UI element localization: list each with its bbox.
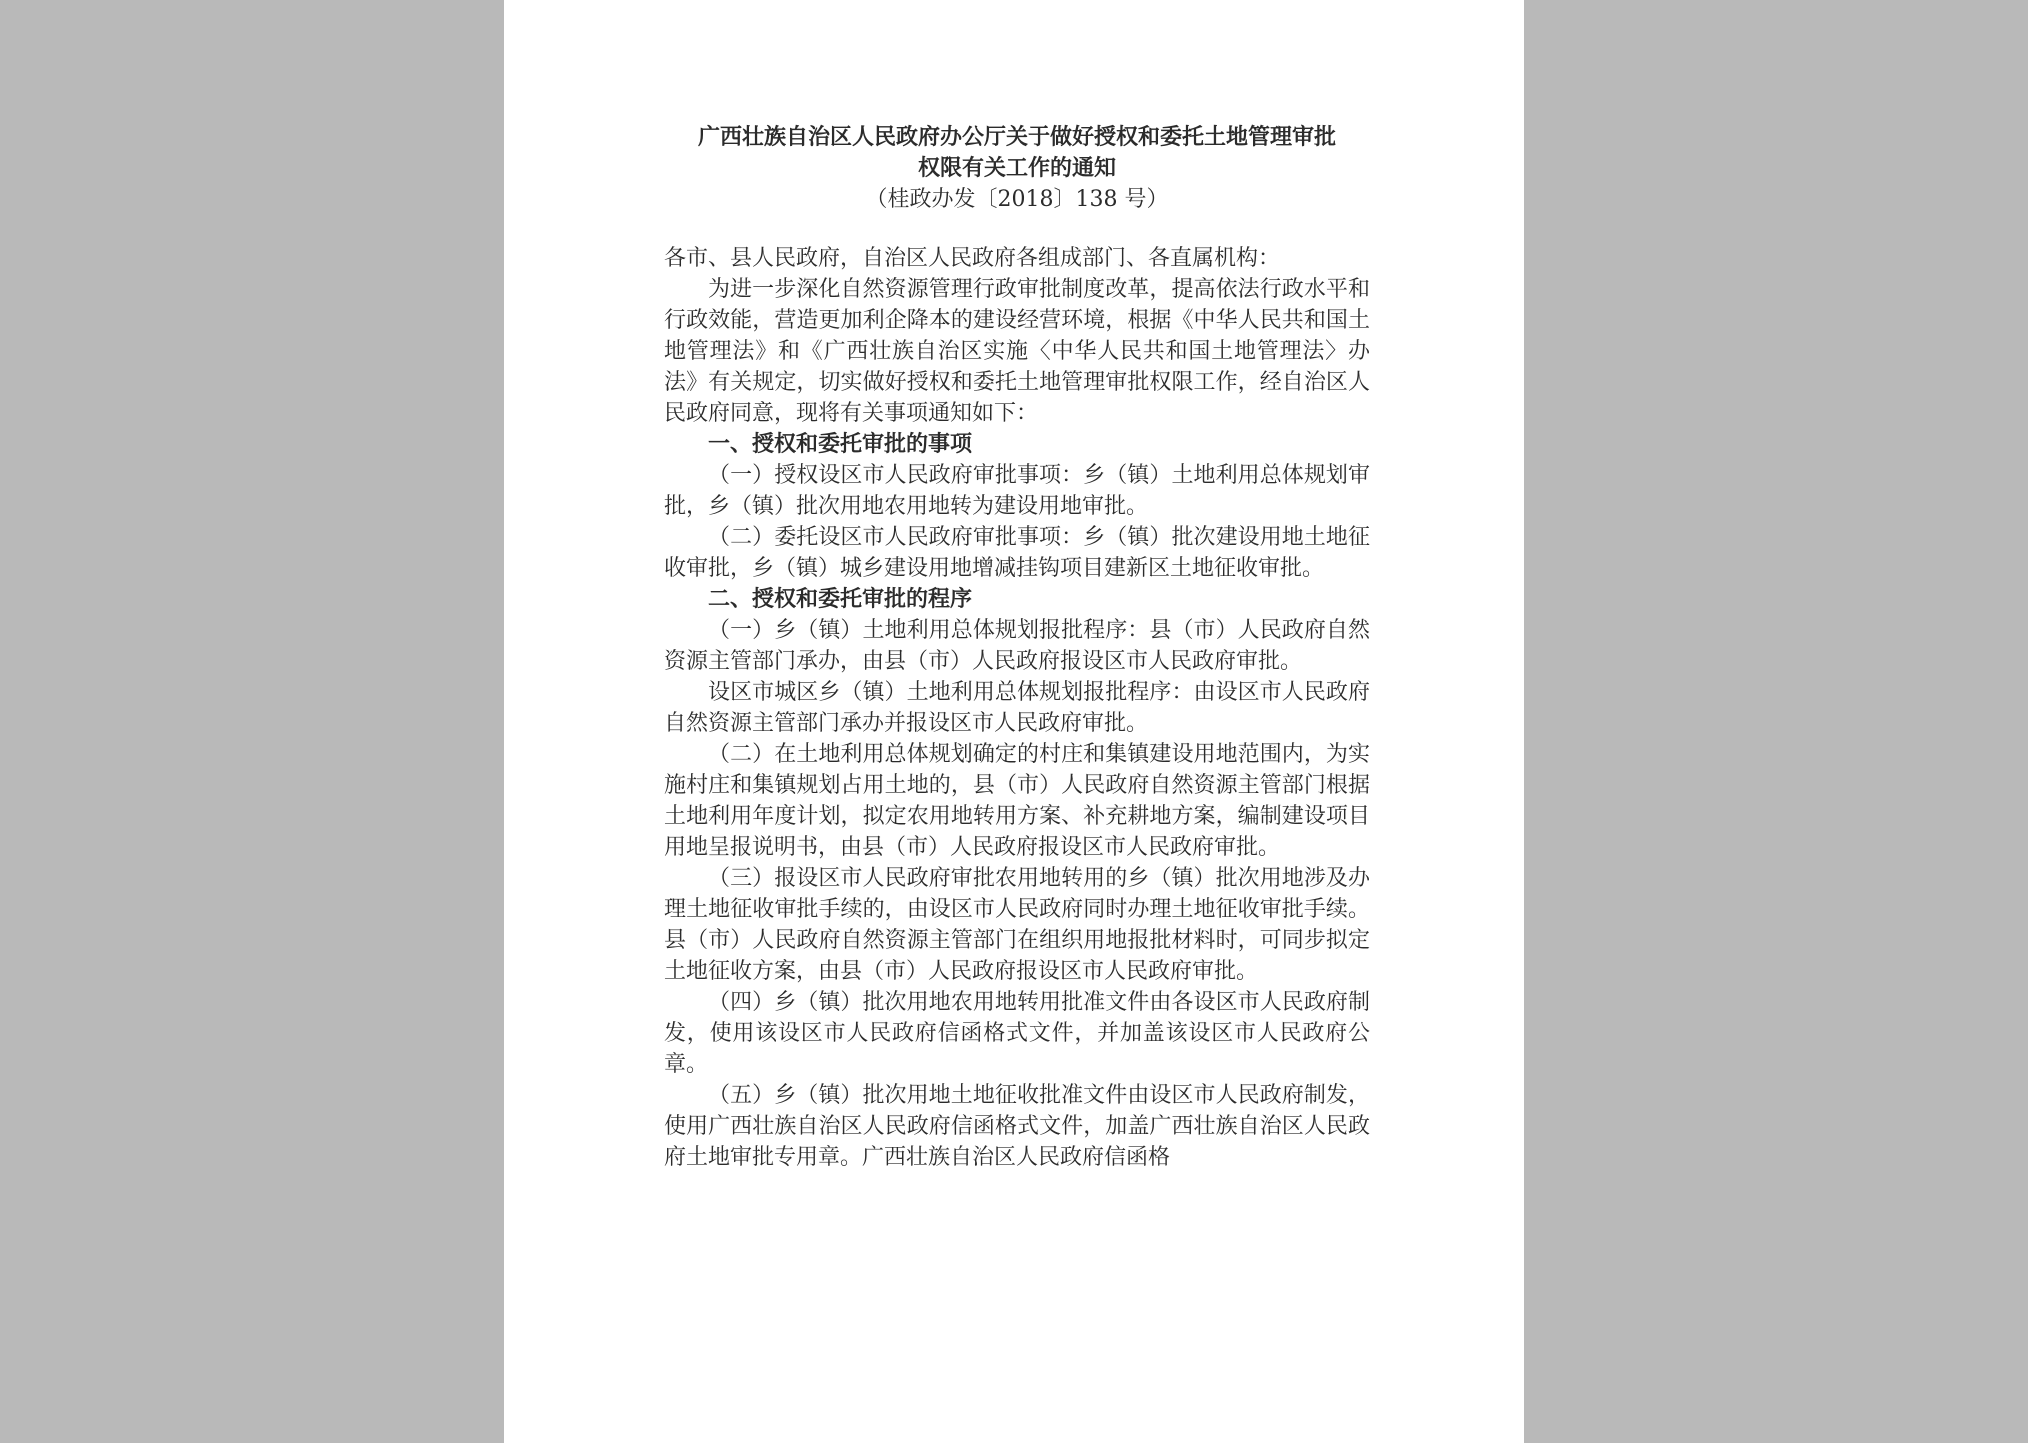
section-2-paragraph-3: （二）在土地利用总体规划确定的村庄和集镇建设用地范围内，为实施村庄和集镇规划占用土地的，县（市）人民政府自然资源主管部门根据土地利用年度计划，拟定农用地转用方案、补充耕地方案，编制建设项目用地呈报说明书，由县（市）人民政府报设区市人民政府审批。 [664, 742, 1370, 860]
section-1-paragraph-1: （一）授权设区市人民政府审批事项：乡（镇）土地利用总体规划审批，乡（镇）批次用地农用地转为建设用地审批。 [664, 463, 1370, 519]
section-1-paragraph-2: （二）委托设区市人民政府审批事项：乡（镇）批次建设用地土地征收审批，乡（镇）城乡建设用地增减挂钩项目建新区土地征收审批。 [664, 525, 1370, 581]
section-2-paragraph-4: （三）报设区市人民政府审批农用地转用的乡（镇）批次用地涉及办理土地征收审批手续的，由设区市人民政府同时办理土地征收审批手续。县（市）人民政府自然资源主管部门在组织用地报批材料时，可同步拟定土地征收方案，由县（市）人民政府报设区市人民政府审批。 [664, 866, 1370, 984]
document-content [664, 122, 1370, 1173]
document-number: （桂政办发〔2018〕138 号） [865, 187, 1169, 212]
section-2-paragraph-5: （四）乡（镇）批次用地农用地转用批准文件由各设区市人民政府制发，使用该设区市人民政府信函格式文件，并加盖该设区市人民政府公章。 [664, 990, 1370, 1077]
addressee: 各市、县人民政府，自治区人民政府各组成部门、各直属机构： [664, 246, 1281, 271]
section-1-heading: 一、授权和委托审批的事项 [708, 431, 973, 457]
intro-paragraph: 为进一步深化自然资源管理行政审批制度改革，提高依法行政水平和行政效能，营造更加利企降本的建设经营环境，根据《中华人民共和国土地管理法》和《广西壮族自治区实施〈中华人民共和国土地管理法〉办法》有关规定，切实做好授权和委托土地管理审批权限工作，经自治区人民政府同意，现将有关事项通知如下： [664, 277, 1370, 426]
document-title-line-1: 广西壮族自治区人民政府办公厅关于做好授权和委托土地管理审批 [697, 124, 1336, 150]
section-2-paragraph-6: （五）乡（镇）批次用地土地征收批准文件由设区市人民政府制发，使用广西壮族自治区人民政府信函格式文件，加盖广西壮族自治区人民政府土地审批专用章。广西壮族自治区人民政府信函格 [664, 1083, 1370, 1170]
document-title-line-2: 权限有关工作的通知 [917, 155, 1116, 181]
section-2-paragraph-1: （一）乡（镇）土地利用总体规划报批程序：县（市）人民政府自然资源主管部门承办，由县（市）人民政府报设区市人民政府审批。 [664, 618, 1370, 674]
section-2-paragraph-2: 设区市城区乡（镇）土地利用总体规划报批程序：由设区市人民政府自然资源主管部门承办并报设区市人民政府审批。 [664, 680, 1370, 736]
document-page [504, 0, 1524, 1443]
section-2-heading: 二、授权和委托审批的程序 [708, 586, 973, 612]
